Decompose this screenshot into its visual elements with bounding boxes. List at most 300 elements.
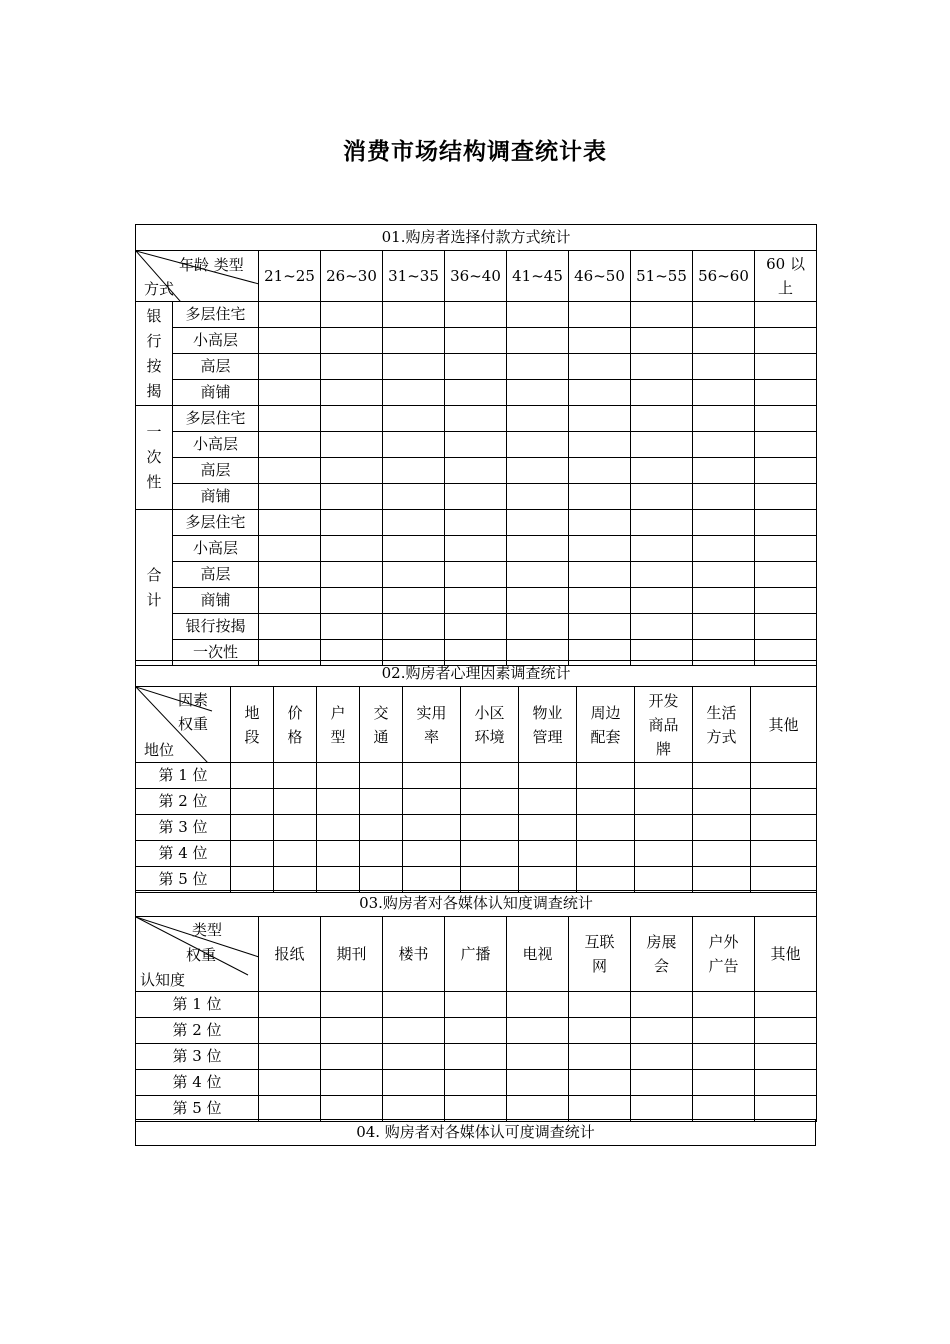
- empty-cell[interactable]: [321, 458, 383, 484]
- empty-cell[interactable]: [577, 763, 635, 789]
- empty-cell[interactable]: [403, 763, 461, 789]
- empty-cell[interactable]: [360, 763, 403, 789]
- payment-method-table: [135, 224, 817, 666]
- empty-cell[interactable]: [383, 354, 445, 380]
- empty-cell[interactable]: [259, 406, 321, 432]
- empty-cell[interactable]: [755, 354, 817, 380]
- empty-cell[interactable]: [569, 328, 631, 354]
- empty-cell[interactable]: [259, 328, 321, 354]
- empty-cell[interactable]: [383, 562, 445, 588]
- empty-cell[interactable]: [317, 841, 360, 867]
- empty-cell[interactable]: [569, 1096, 631, 1122]
- header-text: 价: [287, 703, 303, 722]
- empty-cell[interactable]: [755, 614, 817, 640]
- empty-cell[interactable]: [631, 614, 693, 640]
- rank-label: 第 4 位: [136, 841, 231, 867]
- factor-column-header: [403, 687, 461, 763]
- header-text: 电视: [522, 945, 553, 963]
- rank-label: 第 2 位: [136, 1018, 259, 1044]
- corner-top-label: 因素: [178, 691, 209, 709]
- table-row: [136, 510, 817, 536]
- empty-cell[interactable]: [259, 536, 321, 562]
- empty-cell[interactable]: [461, 841, 519, 867]
- empty-cell[interactable]: [693, 484, 755, 510]
- empty-cell[interactable]: [507, 354, 569, 380]
- empty-cell[interactable]: [383, 1044, 445, 1070]
- rank-label: 第 3 位: [136, 815, 231, 841]
- empty-cell[interactable]: [755, 510, 817, 536]
- psychology-factor-table: [135, 660, 817, 893]
- empty-cell[interactable]: [259, 562, 321, 588]
- table-row: [136, 328, 817, 354]
- header-text: 期刊: [336, 945, 367, 963]
- empty-cell[interactable]: [693, 354, 755, 380]
- empty-cell[interactable]: [751, 841, 817, 867]
- empty-cell[interactable]: [445, 484, 507, 510]
- empty-cell[interactable]: [693, 1096, 755, 1122]
- empty-cell[interactable]: [507, 588, 569, 614]
- empty-cell[interactable]: [507, 328, 569, 354]
- empty-cell[interactable]: [755, 1018, 817, 1044]
- empty-cell[interactable]: [383, 510, 445, 536]
- empty-cell[interactable]: [231, 789, 274, 815]
- row-label: 高层: [173, 458, 259, 484]
- empty-cell[interactable]: [461, 763, 519, 789]
- row-label: 商铺: [173, 484, 259, 510]
- empty-cell[interactable]: [383, 1070, 445, 1096]
- empty-cell[interactable]: [231, 815, 274, 841]
- empty-cell[interactable]: [635, 815, 693, 841]
- factor-column-header: [321, 917, 383, 992]
- row-label: 小高层: [173, 328, 259, 354]
- empty-cell[interactable]: [507, 380, 569, 406]
- table-row: [136, 614, 817, 640]
- empty-cell[interactable]: [631, 406, 693, 432]
- empty-cell[interactable]: [445, 1070, 507, 1096]
- empty-cell[interactable]: [693, 380, 755, 406]
- empty-cell[interactable]: [321, 588, 383, 614]
- factor-column-header: [755, 917, 817, 992]
- empty-cell[interactable]: [321, 484, 383, 510]
- empty-cell[interactable]: [321, 1018, 383, 1044]
- empty-cell[interactable]: [445, 1018, 507, 1044]
- empty-cell[interactable]: [383, 432, 445, 458]
- empty-cell[interactable]: [693, 458, 755, 484]
- empty-cell[interactable]: [259, 432, 321, 458]
- empty-cell[interactable]: [274, 763, 317, 789]
- empty-cell[interactable]: [445, 380, 507, 406]
- empty-cell[interactable]: [507, 562, 569, 588]
- empty-cell[interactable]: [751, 763, 817, 789]
- header-text: 型: [330, 727, 346, 746]
- empty-cell[interactable]: [259, 484, 321, 510]
- empty-cell[interactable]: [569, 588, 631, 614]
- empty-cell[interactable]: [259, 992, 321, 1018]
- empty-cell[interactable]: [693, 815, 751, 841]
- factor-column-header: [383, 917, 445, 992]
- age-column-header: 36~40: [445, 251, 507, 302]
- empty-cell[interactable]: [445, 614, 507, 640]
- empty-cell[interactable]: [693, 536, 755, 562]
- empty-cell[interactable]: [569, 1070, 631, 1096]
- empty-cell[interactable]: [321, 328, 383, 354]
- row-label: 多层住宅: [173, 510, 259, 536]
- empty-cell[interactable]: [631, 458, 693, 484]
- empty-cell[interactable]: [383, 614, 445, 640]
- empty-cell[interactable]: [445, 354, 507, 380]
- empty-cell[interactable]: [259, 302, 321, 328]
- empty-cell[interactable]: [445, 406, 507, 432]
- empty-cell[interactable]: [693, 841, 751, 867]
- empty-cell[interactable]: [445, 432, 507, 458]
- empty-cell[interactable]: [321, 380, 383, 406]
- empty-cell[interactable]: [755, 432, 817, 458]
- header-text: 实用: [416, 703, 447, 722]
- empty-cell[interactable]: [383, 588, 445, 614]
- empty-cell[interactable]: [693, 328, 755, 354]
- empty-cell[interactable]: [383, 406, 445, 432]
- empty-cell[interactable]: [383, 1018, 445, 1044]
- empty-cell[interactable]: [274, 867, 317, 893]
- table-row: [136, 458, 817, 484]
- empty-cell[interactable]: [321, 1044, 383, 1070]
- table-row: [136, 789, 817, 815]
- empty-cell[interactable]: [693, 1044, 755, 1070]
- table-row: [136, 432, 817, 458]
- factor-column-header: [577, 687, 635, 763]
- empty-cell[interactable]: [383, 302, 445, 328]
- empty-cell[interactable]: [383, 484, 445, 510]
- rank-label: 第 5 位: [136, 1096, 259, 1122]
- factor-column-header: [274, 687, 317, 763]
- empty-cell[interactable]: [569, 406, 631, 432]
- age-column-header: 41~45: [507, 251, 569, 302]
- empty-cell[interactable]: [577, 815, 635, 841]
- empty-cell[interactable]: [569, 380, 631, 406]
- table-row: [136, 588, 817, 614]
- empty-cell[interactable]: [751, 867, 817, 893]
- header-text: 网: [591, 957, 607, 975]
- empty-cell[interactable]: [693, 992, 755, 1018]
- factor-column-header: [519, 687, 577, 763]
- empty-cell[interactable]: [631, 536, 693, 562]
- empty-cell[interactable]: [321, 302, 383, 328]
- empty-cell[interactable]: [693, 1018, 755, 1044]
- empty-cell[interactable]: [693, 432, 755, 458]
- empty-cell[interactable]: [321, 614, 383, 640]
- empty-cell[interactable]: [569, 354, 631, 380]
- empty-cell[interactable]: [507, 1044, 569, 1070]
- factor-column-header: [693, 917, 755, 992]
- rank-label: 第 1 位: [136, 763, 231, 789]
- empty-cell[interactable]: [519, 763, 577, 789]
- empty-cell[interactable]: [321, 1070, 383, 1096]
- empty-cell[interactable]: [507, 432, 569, 458]
- empty-cell[interactable]: [259, 614, 321, 640]
- empty-cell[interactable]: [693, 510, 755, 536]
- table-row: [136, 562, 817, 588]
- empty-cell[interactable]: [631, 328, 693, 354]
- empty-cell[interactable]: [259, 458, 321, 484]
- empty-cell[interactable]: [360, 841, 403, 867]
- corner-header-payment: [136, 251, 259, 302]
- empty-cell[interactable]: [751, 815, 817, 841]
- empty-cell[interactable]: [519, 789, 577, 815]
- header-text: 上: [778, 279, 794, 297]
- corner-top-label: 年龄 类型: [179, 256, 244, 274]
- empty-cell[interactable]: [751, 789, 817, 815]
- empty-cell[interactable]: [577, 867, 635, 893]
- empty-cell[interactable]: [507, 406, 569, 432]
- empty-cell[interactable]: [569, 614, 631, 640]
- empty-cell[interactable]: [445, 1096, 507, 1122]
- empty-cell[interactable]: [631, 1070, 693, 1096]
- empty-cell[interactable]: [507, 614, 569, 640]
- empty-cell[interactable]: [445, 588, 507, 614]
- empty-cell[interactable]: [445, 510, 507, 536]
- empty-cell[interactable]: [507, 484, 569, 510]
- empty-cell[interactable]: [259, 380, 321, 406]
- empty-cell[interactable]: [569, 302, 631, 328]
- empty-cell[interactable]: [507, 302, 569, 328]
- media-awareness-table: [135, 890, 817, 1122]
- empty-cell[interactable]: [317, 815, 360, 841]
- factor-column-header: [360, 687, 403, 763]
- empty-cell[interactable]: [383, 1096, 445, 1122]
- header-text: 互联: [584, 933, 615, 951]
- empty-cell[interactable]: [755, 406, 817, 432]
- empty-cell[interactable]: [461, 867, 519, 893]
- empty-cell[interactable]: [403, 841, 461, 867]
- empty-cell[interactable]: [635, 867, 693, 893]
- empty-cell[interactable]: [577, 789, 635, 815]
- empty-cell[interactable]: [635, 789, 693, 815]
- header-text: 物业: [532, 703, 563, 722]
- empty-cell[interactable]: [569, 432, 631, 458]
- empty-cell[interactable]: [259, 510, 321, 536]
- empty-cell[interactable]: [631, 588, 693, 614]
- header-text: 其他: [768, 715, 799, 734]
- empty-cell[interactable]: [631, 380, 693, 406]
- header-text: 生活: [706, 703, 737, 722]
- empty-cell[interactable]: [755, 380, 817, 406]
- section-header-media-awareness: 03.购房者对各媒体认知度调查统计: [136, 891, 817, 917]
- empty-cell[interactable]: [383, 328, 445, 354]
- factor-column-header: [461, 687, 519, 763]
- media-recognition-table: [135, 1119, 816, 1146]
- empty-cell[interactable]: [507, 992, 569, 1018]
- empty-cell[interactable]: [569, 1044, 631, 1070]
- age-column-header: 21~25: [259, 251, 321, 302]
- empty-cell[interactable]: [445, 536, 507, 562]
- empty-cell[interactable]: [321, 1096, 383, 1122]
- empty-cell[interactable]: [321, 992, 383, 1018]
- empty-cell[interactable]: [569, 484, 631, 510]
- header-text: 户: [330, 703, 346, 722]
- row-label: 银行按揭: [173, 614, 259, 640]
- empty-cell[interactable]: [231, 763, 274, 789]
- empty-cell[interactable]: [519, 841, 577, 867]
- header-text: 会: [653, 957, 669, 975]
- empty-cell[interactable]: [461, 815, 519, 841]
- empty-cell[interactable]: [631, 1044, 693, 1070]
- header-text: 通: [373, 727, 389, 746]
- empty-cell[interactable]: [755, 328, 817, 354]
- factor-column-header: [507, 917, 569, 992]
- empty-cell[interactable]: [693, 867, 751, 893]
- empty-cell[interactable]: [321, 536, 383, 562]
- empty-cell[interactable]: [445, 458, 507, 484]
- empty-cell[interactable]: [631, 484, 693, 510]
- empty-cell[interactable]: [755, 484, 817, 510]
- empty-cell[interactable]: [569, 458, 631, 484]
- table-row: [136, 1070, 817, 1096]
- empty-cell[interactable]: [577, 841, 635, 867]
- empty-cell[interactable]: [755, 1044, 817, 1070]
- empty-cell[interactable]: [519, 815, 577, 841]
- empty-cell[interactable]: [507, 1096, 569, 1122]
- header-text: 牌: [655, 739, 671, 758]
- header-text: 行: [146, 331, 162, 350]
- empty-cell[interactable]: [403, 789, 461, 815]
- empty-cell[interactable]: [693, 588, 755, 614]
- empty-cell[interactable]: [693, 789, 751, 815]
- table-row: [136, 1044, 817, 1070]
- empty-cell[interactable]: [569, 536, 631, 562]
- table-row: [136, 841, 817, 867]
- header-text: 率: [423, 727, 439, 746]
- empty-cell[interactable]: [693, 406, 755, 432]
- empty-cell[interactable]: [259, 1044, 321, 1070]
- empty-cell[interactable]: [360, 867, 403, 893]
- empty-cell[interactable]: [755, 562, 817, 588]
- empty-cell[interactable]: [445, 992, 507, 1018]
- empty-cell[interactable]: [383, 536, 445, 562]
- empty-cell[interactable]: [755, 1070, 817, 1096]
- header-text: 小区: [474, 703, 505, 722]
- header-text: 管理: [532, 727, 563, 746]
- empty-cell[interactable]: [755, 1096, 817, 1122]
- empty-cell[interactable]: [274, 841, 317, 867]
- header-text: 其他: [770, 945, 801, 963]
- empty-cell[interactable]: [569, 562, 631, 588]
- table-row: [136, 536, 817, 562]
- empty-cell[interactable]: [461, 789, 519, 815]
- factor-column-header: [445, 917, 507, 992]
- group-label: [136, 510, 173, 666]
- empty-cell[interactable]: [631, 354, 693, 380]
- empty-cell[interactable]: [321, 432, 383, 458]
- empty-cell[interactable]: [569, 1018, 631, 1044]
- header-text: 户外: [708, 933, 739, 951]
- row-label: 多层住宅: [173, 406, 259, 432]
- row-label: 高层: [173, 562, 259, 588]
- empty-cell[interactable]: [321, 354, 383, 380]
- empty-cell[interactable]: [635, 763, 693, 789]
- corner-header-psychology: [136, 687, 231, 763]
- empty-cell[interactable]: [317, 763, 360, 789]
- empty-cell[interactable]: [445, 1044, 507, 1070]
- empty-cell[interactable]: [403, 867, 461, 893]
- empty-cell[interactable]: [383, 458, 445, 484]
- empty-cell[interactable]: [360, 815, 403, 841]
- empty-cell[interactable]: [360, 789, 403, 815]
- empty-cell[interactable]: [231, 841, 274, 867]
- empty-cell[interactable]: [507, 458, 569, 484]
- empty-cell[interactable]: [631, 1096, 693, 1122]
- empty-cell[interactable]: [631, 510, 693, 536]
- empty-cell[interactable]: [507, 1018, 569, 1044]
- factor-column-header: [231, 687, 274, 763]
- empty-cell[interactable]: [693, 562, 755, 588]
- empty-cell[interactable]: [445, 302, 507, 328]
- empty-cell[interactable]: [274, 789, 317, 815]
- table-row: [136, 867, 817, 893]
- empty-cell[interactable]: [693, 1070, 755, 1096]
- empty-cell[interactable]: [445, 562, 507, 588]
- empty-cell[interactable]: [569, 992, 631, 1018]
- age-column-header: 46~50: [569, 251, 631, 302]
- row-label: 高层: [173, 354, 259, 380]
- empty-cell[interactable]: [507, 510, 569, 536]
- empty-cell[interactable]: [259, 1018, 321, 1044]
- age-column-header: 26~30: [321, 251, 383, 302]
- empty-cell[interactable]: [507, 536, 569, 562]
- empty-cell[interactable]: [231, 867, 274, 893]
- table-row: [136, 992, 817, 1018]
- age-column-header: 31~35: [383, 251, 445, 302]
- empty-cell[interactable]: [274, 815, 317, 841]
- empty-cell[interactable]: [631, 1018, 693, 1044]
- empty-cell[interactable]: [259, 354, 321, 380]
- empty-cell[interactable]: [693, 302, 755, 328]
- empty-cell[interactable]: [569, 510, 631, 536]
- empty-cell[interactable]: [755, 588, 817, 614]
- empty-cell[interactable]: [755, 302, 817, 328]
- empty-cell[interactable]: [755, 536, 817, 562]
- empty-cell[interactable]: [259, 588, 321, 614]
- empty-cell[interactable]: [445, 328, 507, 354]
- empty-cell[interactable]: [259, 1096, 321, 1122]
- corner-bottom-label: 地位: [144, 741, 175, 759]
- empty-cell[interactable]: [693, 614, 755, 640]
- empty-cell[interactable]: [317, 789, 360, 815]
- empty-cell[interactable]: [631, 432, 693, 458]
- empty-cell[interactable]: [507, 1070, 569, 1096]
- empty-cell[interactable]: [631, 302, 693, 328]
- empty-cell[interactable]: [321, 562, 383, 588]
- corner-header-media: [136, 917, 259, 992]
- empty-cell[interactable]: [635, 841, 693, 867]
- empty-cell[interactable]: [755, 992, 817, 1018]
- header-text: 房展: [646, 933, 677, 951]
- empty-cell[interactable]: [259, 1070, 321, 1096]
- empty-cell[interactable]: [755, 458, 817, 484]
- empty-cell[interactable]: [519, 867, 577, 893]
- empty-cell[interactable]: [631, 562, 693, 588]
- empty-cell[interactable]: [317, 867, 360, 893]
- empty-cell[interactable]: [383, 380, 445, 406]
- empty-cell[interactable]: [631, 992, 693, 1018]
- empty-cell[interactable]: [321, 510, 383, 536]
- empty-cell[interactable]: [403, 815, 461, 841]
- empty-cell[interactable]: [321, 406, 383, 432]
- header-text: 揭: [146, 381, 162, 400]
- empty-cell[interactable]: [693, 763, 751, 789]
- factor-column-header: [317, 687, 360, 763]
- empty-cell[interactable]: [383, 992, 445, 1018]
- header-text: 报纸: [274, 945, 305, 963]
